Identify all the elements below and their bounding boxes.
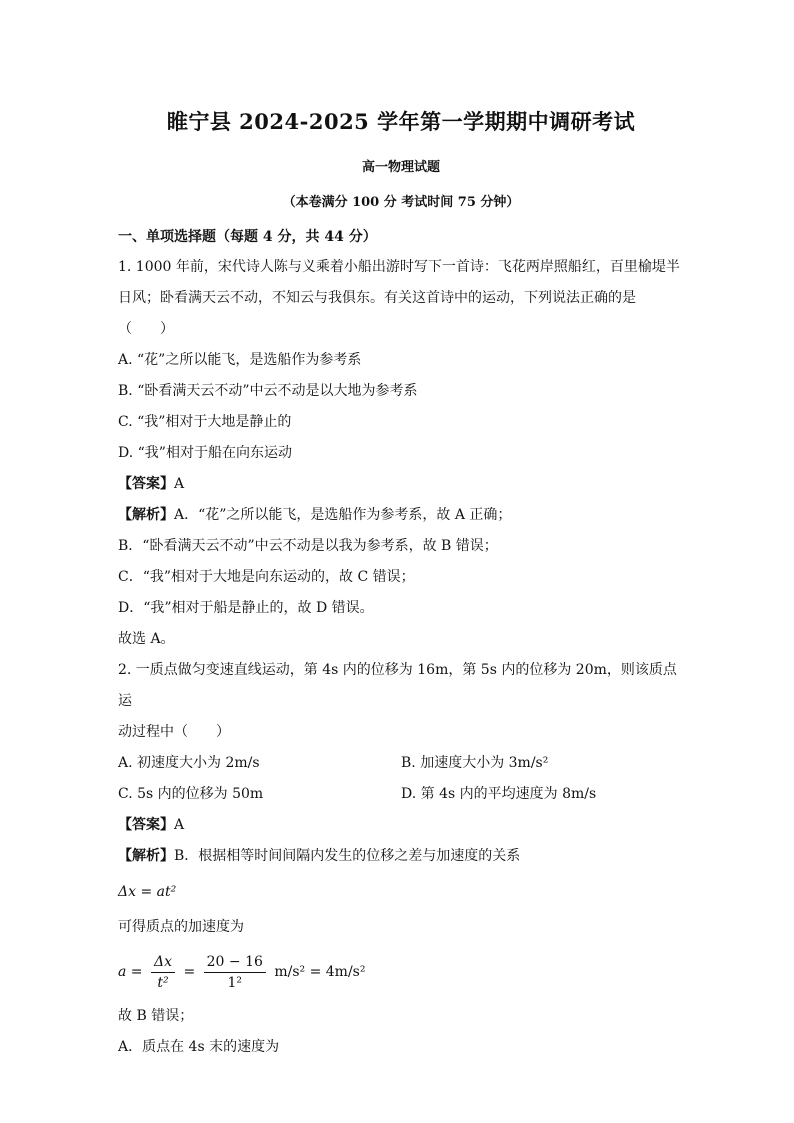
q1-stem-line: （ ） — [118, 321, 174, 337]
answer-tag: 【答案】 — [118, 817, 174, 833]
q2-analysis-line: 故 B 错误； — [118, 1008, 194, 1024]
question-2 — [118, 655, 684, 1063]
section-heading: 一、单项选择题（每题 4 分，共 44 分） — [118, 229, 377, 245]
formula-lhs: a = — [118, 964, 143, 980]
q2-answer — [118, 810, 684, 841]
answer-value: A — [174, 817, 185, 833]
q1-option-b: B. “卧看满天云不动”中云不动是以大地为参考系 — [118, 383, 418, 399]
q2-option-b: B. 加速度大小为 3m/s² — [401, 755, 549, 771]
q2-option-c: C. 5s 内的位移为 50m — [118, 786, 264, 802]
q2-analysis-line: A．质点在 4s 末的速度为 — [118, 1039, 280, 1055]
q2-options-row — [118, 748, 684, 779]
formula-equals: = — [183, 964, 196, 980]
fraction-numerator: 20 − 16 — [204, 952, 266, 973]
fraction-denominator: 1² — [227, 974, 243, 991]
analysis-text: A．“花”之所以能飞，是选船作为参考系，故 A 正确； — [174, 507, 512, 523]
analysis-tag: 【解析】 — [118, 848, 174, 864]
answer-value: A — [174, 476, 185, 492]
q1-analysis-line: 故选 A。 — [118, 631, 175, 647]
exam-title: 睢宁县 2024-2025 学年第一学期期中调研考试 — [166, 109, 636, 134]
exam-note: （本卷满分 100 分 考试时间 75 分钟） — [282, 195, 520, 210]
formula-acceleration — [118, 947, 684, 997]
answer-tag: 【答案】 — [118, 476, 174, 492]
q1-answer — [118, 469, 684, 500]
q2-stem-line: 2. 一质点做匀变速直线运动，第 4s 内的位移为 16m，第 5s 内的位移为 20m，则该质点运 — [118, 662, 677, 709]
exam-subtitle: 高一物理试题 — [361, 160, 440, 175]
analysis-tag: 【解析】 — [118, 507, 174, 523]
formula-rest: m/s² = 4m/s² — [274, 964, 366, 980]
q1-option-d: D. “我”相对于船在向东运动 — [118, 445, 292, 461]
fraction — [151, 952, 175, 993]
q2-option-d: D. 第 4s 内的平均速度为 8m/s — [401, 786, 597, 802]
analysis-text: B．根据相等时间间隔内发生的位移之差与加速度的关系 — [174, 848, 521, 864]
fraction — [204, 952, 266, 993]
q1-stem-line: 1. 1000 年前，宋代诗人陈与义乘着小船出游时写下一首诗：飞花两岸照船红，百里榆堤半 — [118, 259, 680, 275]
q1-analysis-line: D．“我”相对于船是静止的，故 D 错误。 — [118, 600, 374, 616]
q2-analysis-line — [118, 841, 684, 872]
q1-analysis-line — [118, 500, 684, 531]
fraction-numerator: Δx — [151, 952, 175, 973]
question-1 — [118, 252, 684, 655]
formula-delta-x: Δx = at² — [118, 884, 177, 900]
q1-analysis-line: B．“卧看满天云不动”中云不动是以我为参考系，故 B 错误； — [118, 538, 498, 554]
q2-option-a: A. 初速度大小为 2m/s — [118, 755, 260, 771]
q1-stem-line: 日风；卧看满天云不动，不知云与我俱东。有关这首诗中的运动，下列说法正确的是 — [118, 290, 636, 306]
q2-analysis-line: 可得质点的加速度为 — [118, 919, 244, 935]
fraction-denominator: t² — [157, 974, 169, 991]
q1-option-c: C. “我”相对于大地是静止的 — [118, 414, 292, 430]
q2-stem-line: 动过程中（ ） — [118, 724, 230, 740]
q2-options-row — [118, 779, 684, 810]
q1-option-a: A. “花”之所以能飞，是选船作为参考系 — [118, 352, 362, 368]
q1-analysis-line: C．“我”相对于大地是向东运动的，故 C 错误； — [118, 569, 415, 585]
